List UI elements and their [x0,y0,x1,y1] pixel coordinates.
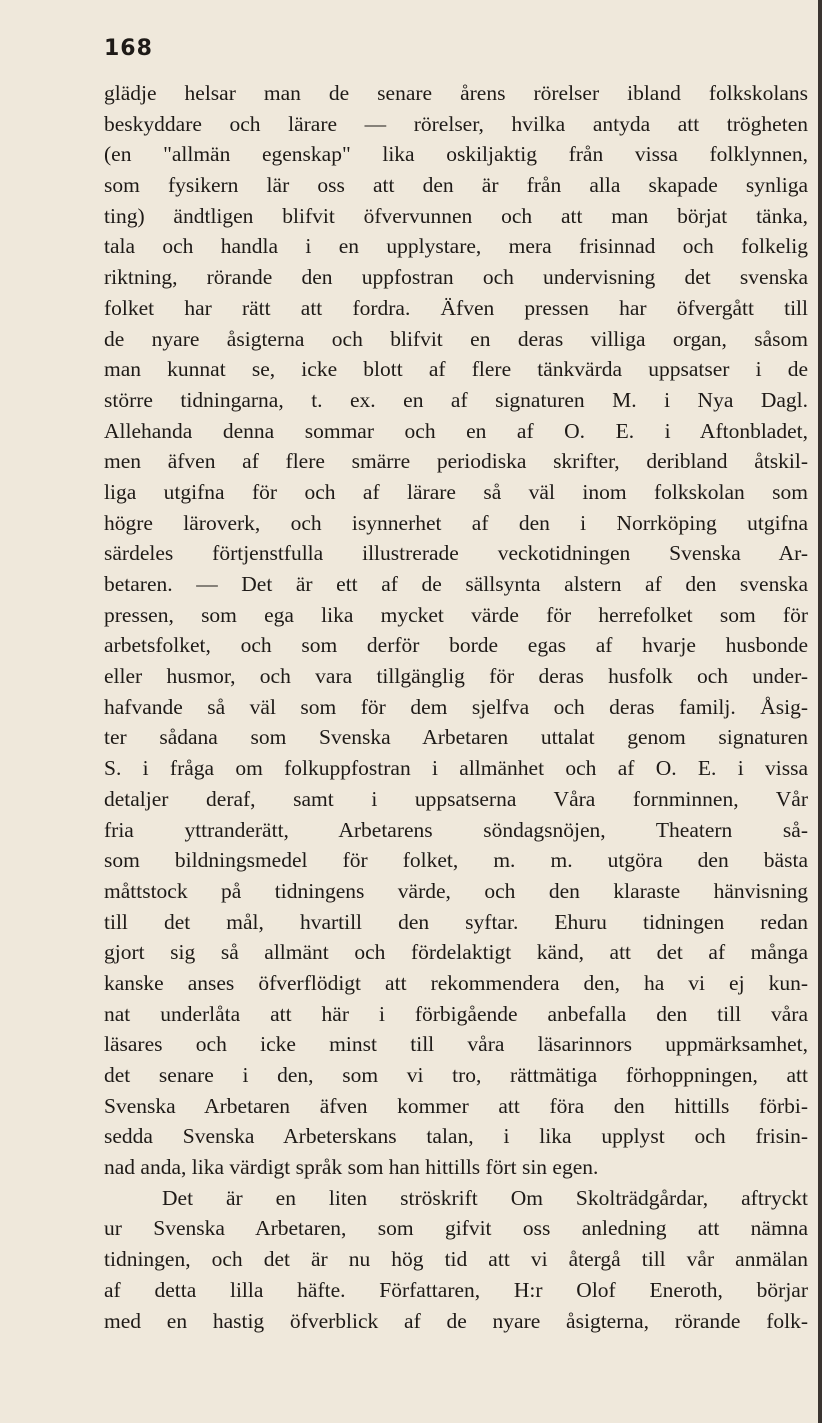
text-line: tala och handla i en upplystare, mera frisinnad och folkelig [104,234,808,259]
text-line: betaren. — Det är ett af de sällsynta alstern af den svenska [104,572,808,596]
text-line: folket har rätt att fordra. Äfven pressen har öfvergått till [104,295,808,320]
paragraph-start-line: Det är en liten ströskrift Om Skolträdgårdar, aftryckt [162,1185,808,1210]
text-line: kanske anses öfverflödigt att rekommendera den, ha vi ej kun- [104,970,808,995]
text-line: S. i fråga om folkuppfostran i allmänhet och af O. E. i vissa [104,756,808,781]
text-line: Allehanda denna sommar och en af O. E. i Aftonbladet, [104,418,808,443]
text-line: ur Svenska Arbetaren, som gifvit oss anledning att nämna [104,1216,808,1241]
paragraph-end-line: nad anda, lika värdigt språk som han hittills fört sin egen. [104,1155,599,1180]
text-line: detaljer deraf, samt i uppsatserna Våra fornminnen, Vår [104,786,808,811]
text-line: man kunnat se, icke blott af flere tänkvärda uppsatser i de [104,357,808,382]
text-line: men äfven af flere smärre periodiska skrifter, deribland åtskil- [104,449,808,474]
text-line: Svenska Arbetaren äfven kommer att föra den hittills förbi- [104,1093,808,1118]
text-line: nat underlåta att här i förbigående anbefalla den till våra [104,1001,808,1026]
text-line: som fysikern lär oss att den är från alla skapade synliga [104,173,808,198]
text-line: eller husmor, och vara tillgänglig för deras husfolk och under- [104,664,808,689]
text-line: riktning, rörande den uppfostran och undervisning det svenska [104,265,808,290]
text-line: hafvande så väl som för dem sjelfva och deras familj. Åsig- [104,694,808,719]
text-line: pressen, som ega lika mycket värde för herrefolket som för [104,602,808,627]
text-line: arbetsfolket, och som derför borde egas af hvarje husbonde [104,633,808,658]
text-line: glädje helsar man de senare årens rörelser ibland folkskolans [104,81,808,105]
text-line: liga utgifna för och af lärare så väl inom folkskolan som [104,479,808,504]
text-line: ting) ändtligen blifvit öfvervunnen och att man börjat tänka, [104,203,808,228]
text-line: särdeles förtjenstfulla illustrerade veckotidningen Svenska Ar- [104,541,808,566]
text-line: tidningen, och det är nu hög tid att vi återgå till vår anmälan [104,1247,808,1272]
body-text [104,78,808,1336]
text-line: (en "allmän egenskap" lika oskiljaktig från vissa folklynnen, [104,142,808,167]
text-line: högre läroverk, och isynnerhet af den i Norrköping utgifna [104,510,808,535]
text-line: ter sådana som Svenska Arbetaren uttalat genom signaturen [104,725,808,750]
text-line: större tidningarna, t. ex. en af signaturen M. i Nya Dagl. [104,387,808,412]
page-edge [818,0,822,1423]
text-line: beskyddare och lärare — rörelser, hvilka antyda att trögheten [104,111,808,136]
page-number: 168 [104,36,153,61]
text-line: de nyare åsigterna och blifvit en deras villiga organ, såsom [104,326,808,351]
text-line: som bildningsmedel för folket, m. m. utgöra den bästa [104,848,808,873]
text-line: af detta lilla häfte. Författaren, H:r Olof Eneroth, börjar [104,1277,808,1302]
text-line: till det mål, hvartill den syftar. Ehuru tidningen redan [104,909,808,934]
text-line: med en hastig öfverblick af de nyare åsigterna, rörande folk- [104,1308,808,1333]
text-line: läsares och icke minst till våra läsarinnors uppmärksamhet, [104,1032,808,1057]
text-line: det senare i den, som vi tro, rättmätiga förhoppningen, att [104,1063,808,1087]
text-line: gjort sig så allmänt och fördelaktigt känd, att det af många [104,940,808,965]
text-line: måttstock på tidningens värde, och den klaraste hänvisning [104,878,808,903]
text-line: sedda Svenska Arbeterskans talan, i lika upplyst och frisin- [104,1124,808,1149]
text-line: fria yttranderätt, Arbetarens söndagsnöjen, Theatern så- [104,817,808,842]
